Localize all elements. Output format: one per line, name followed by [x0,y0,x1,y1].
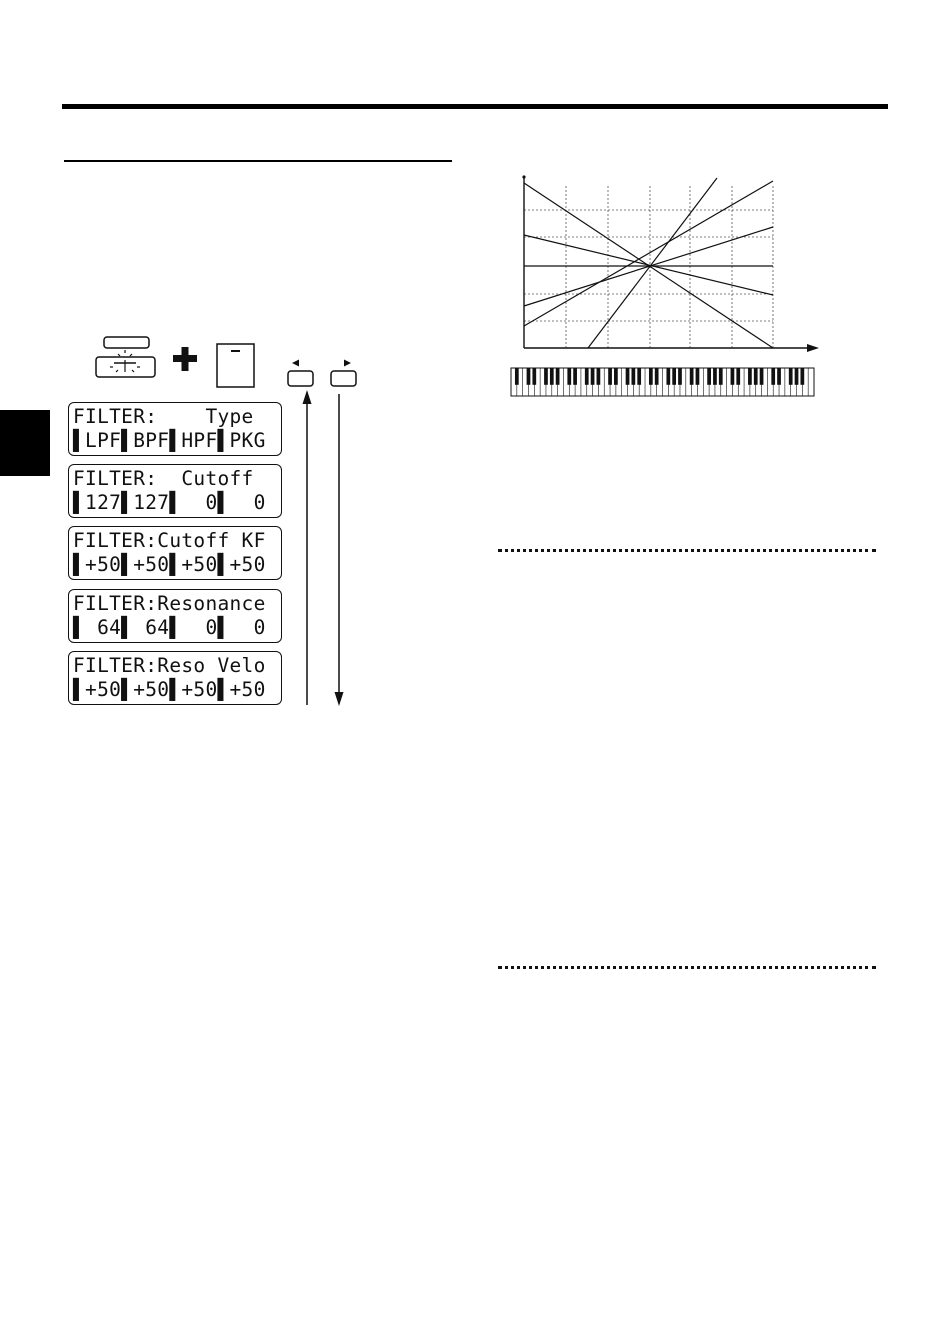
black-key [748,368,752,385]
lcd-filter-reso-velo [68,651,282,705]
y-axis-tip [522,175,525,178]
slope-line [524,181,773,326]
black-key [649,368,653,385]
lcd-line-2: ▌+50▌+50▌+50▌+50 [73,678,266,701]
cursor-right-button-icon [331,360,356,387]
black-key [731,368,735,385]
cursor-left-button-icon [288,360,313,387]
lcd-filter-type [68,402,282,456]
lcd-line-2: ▌127▌127▌ 0▌ 0 [73,491,266,514]
black-key [800,368,804,385]
lcd-line-1: FILTER:Resonance [73,592,266,615]
slope-line [524,235,773,295]
black-key [713,368,717,385]
black-key [567,368,571,385]
graph-slope-lines [524,178,773,348]
lcd-line-2: ▌LPF▌BPF▌HPF▌PKG [73,429,266,452]
key-follow-graph [490,168,830,408]
black-key [614,368,618,385]
black-key [666,368,670,385]
black-key [655,368,659,385]
black-key [771,368,775,385]
black-key [626,368,630,385]
lcd-filter-cutoff-kf [68,526,282,580]
black-key [527,368,531,385]
lcd-line-1: FILTER: Cutoff [73,467,254,490]
black-key [544,368,548,385]
black-key [637,368,641,385]
black-key [597,368,601,385]
black-key [608,368,612,385]
black-key [672,368,676,385]
black-key [760,368,764,385]
slope-line [588,178,717,348]
scroll-up-arrow [303,390,312,705]
black-key [515,368,519,385]
black-key [556,368,560,385]
black-key [550,368,554,385]
black-key [795,368,799,385]
black-key [777,368,781,385]
scroll-down-arrow [335,394,344,706]
blinking-button-icon [96,337,155,377]
black-key [696,368,700,385]
x-axis-arrow [807,344,819,352]
black-key [719,368,723,385]
black-key [678,368,682,385]
lcd-filter-resonance [68,589,282,643]
lcd-line-1: FILTER:Cutoff KF [73,529,266,552]
lcd-line-1: FILTER: Type [73,405,254,428]
black-key [591,368,595,385]
lcd-line-2: ▌ 64▌ 64▌ 0▌ 0 [73,616,266,639]
black-key [573,368,577,385]
lcd-filter-cutoff [68,464,282,518]
black-key [632,368,636,385]
black-key [532,368,536,385]
lcd-line-2: ▌+50▌+50▌+50▌+50 [73,553,266,576]
section-heading-rule [64,160,452,162]
lcd-line-1: FILTER:Reso Velo [73,654,266,677]
header-rule [62,104,888,109]
black-key [789,368,793,385]
piano-keyboard-icon [511,368,814,396]
black-key [754,368,758,385]
black-key [585,368,589,385]
decrement-button-icon [217,344,254,387]
dotted-divider-2 [498,966,876,969]
black-key [736,368,740,385]
chapter-thumb-tab [0,410,50,476]
plus-icon [173,347,197,371]
black-key [707,368,711,385]
black-key [690,368,694,385]
dotted-divider-1 [498,549,876,552]
